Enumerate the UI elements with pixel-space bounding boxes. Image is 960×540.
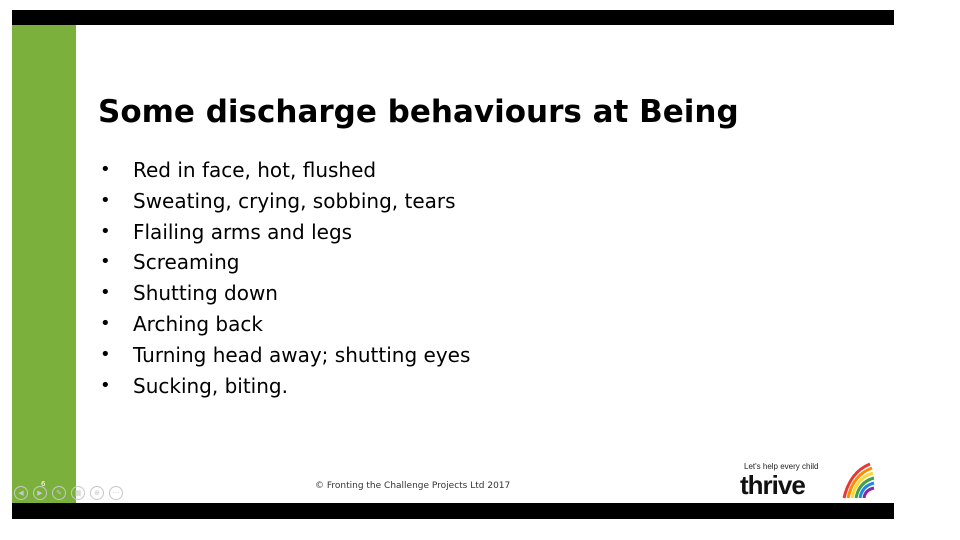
bullet-text: Arching back — [133, 311, 263, 336]
grid-icon[interactable]: ▦ — [71, 486, 85, 500]
slide-number: 6 — [41, 480, 46, 488]
list-item — [100, 217, 470, 248]
bullet-text: Sucking, biting. — [133, 373, 288, 398]
bullet-icon: • — [100, 189, 111, 211]
bullet-text: Screaming — [133, 250, 240, 275]
list-item — [100, 278, 470, 309]
bottom-letterbox-bar — [12, 503, 894, 519]
list-item — [100, 309, 470, 340]
bullet-icon: • — [100, 251, 111, 273]
bullet-text: Turning head away; shutting eyes — [133, 342, 471, 367]
slideshow-controls — [14, 486, 123, 500]
pen-icon[interactable]: ✎ — [52, 486, 66, 500]
bullet-icon: • — [100, 374, 111, 396]
list-item — [100, 155, 470, 186]
next-icon[interactable]: ▶ — [33, 486, 47, 500]
more-icon[interactable]: ··· — [109, 486, 123, 500]
slide-title: Some discharge behaviours at Being — [98, 94, 739, 130]
rainbow-swoosh-icon — [840, 462, 876, 500]
bullet-icon: • — [100, 343, 111, 365]
bullet-text: Sweating, crying, sobbing, tears — [133, 188, 456, 213]
copyright-footer: © Fronting the Challenge Projects Ltd 2017 — [315, 481, 511, 491]
thrive-logo — [740, 462, 880, 502]
list-item — [100, 247, 470, 278]
list-item — [100, 186, 470, 217]
bullet-icon: • — [100, 312, 111, 334]
previous-icon[interactable]: ◀ — [14, 486, 28, 500]
logo-tagline: Let's help every child — [744, 462, 819, 471]
green-accent-bar — [12, 25, 76, 503]
top-letterbox-bar — [12, 10, 894, 25]
bullet-text: Shutting down — [133, 281, 278, 306]
bullet-text: Red in face, hot, flushed — [133, 158, 377, 182]
bullet-icon: • — [100, 282, 111, 304]
bullet-text: Flailing arms and legs — [133, 219, 353, 244]
logo-wordmark: thrive — [740, 470, 805, 500]
bullet-list — [100, 155, 470, 401]
bullet-icon: • — [100, 159, 111, 180]
list-item — [100, 340, 470, 371]
bullet-icon: • — [100, 220, 111, 242]
zoom-icon[interactable]: ⊕ — [90, 486, 104, 500]
list-item — [100, 371, 470, 402]
